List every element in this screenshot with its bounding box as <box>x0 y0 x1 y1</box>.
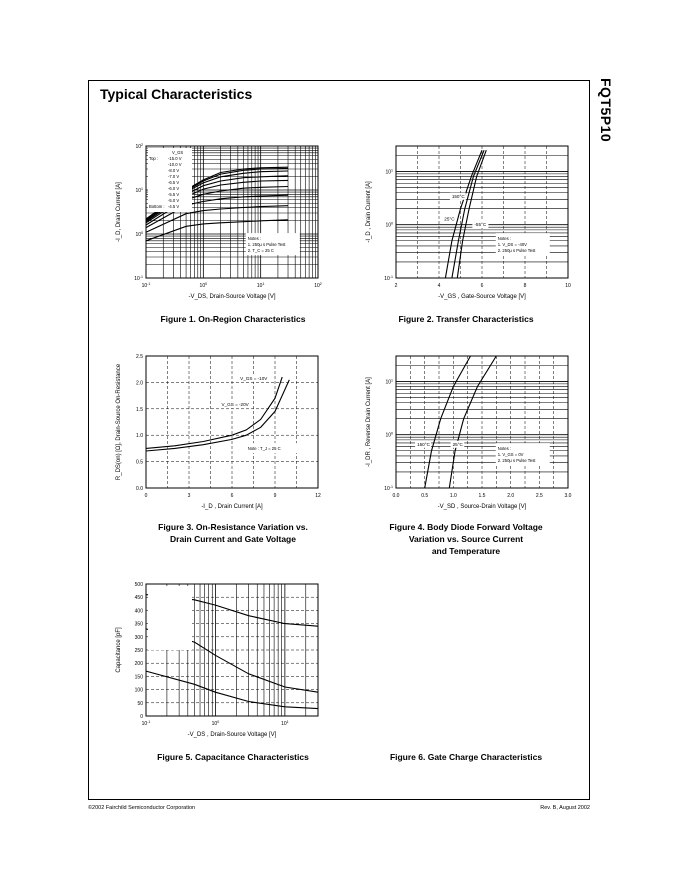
x-tick-label: $10^{-1}$ <box>141 720 151 727</box>
x-tick-label: 10 <box>565 283 571 289</box>
figure-1-caption: Figure 1. On-Region Characteristics <box>160 314 306 324</box>
y-tick-label: 1.0 <box>136 433 143 440</box>
legend-box <box>148 586 192 650</box>
x-tick-label: 1.0 <box>449 493 457 499</box>
figure-3-caption: Figure 3. On-Resistance Variation vs. Drain Current and Gate Voltage <box>158 522 308 544</box>
series-line <box>449 356 496 488</box>
x-tick-label: 0 <box>144 493 148 499</box>
part-number: FQT5P10 <box>598 78 614 143</box>
y-tick-label: $10^{-1}$ <box>384 485 393 492</box>
x-axis-label: -V_SD , Source-Drain Voltage [V] <box>437 504 527 510</box>
legend-item: -6.0 V <box>168 186 180 191</box>
x-tick-label: $10^1$ <box>281 720 289 727</box>
legend-item: -7.0 V <box>168 174 180 179</box>
y-tick-label: 200 <box>134 661 143 668</box>
footer-copyright: ©2002 Fairchild Semiconductor Corporation <box>88 805 196 811</box>
x-tick-label: 0.0 <box>392 493 400 499</box>
figure-5-caption: Figure 5. Capacitance Characteristics <box>157 752 309 762</box>
y-tick-label: 1.5 <box>136 406 143 413</box>
figure-3-chart <box>90 350 340 520</box>
y-tick-label: 0.5 <box>136 459 143 466</box>
x-tick-label: 6 <box>230 493 234 499</box>
y-axis-label: -I_DR , Reverse Drain Current [A] <box>366 377 372 467</box>
figure-4-chart <box>340 350 590 520</box>
x-axis-label: -I_D , Drain Current [A] <box>201 504 263 510</box>
x-tick-label: 0.5 <box>421 493 429 499</box>
x-tick-label: 4 <box>437 283 441 289</box>
curve-annotation: V_GS = -10V <box>240 375 268 381</box>
footer-revision: Rev. B, August 2002 <box>540 805 590 811</box>
curve-annotation: 150°C <box>417 441 430 447</box>
x-axis-label: -V_DS , Drain-Source Voltage [V] <box>187 732 277 738</box>
x-axis-label: -V_DS, Drain-Source Voltage [V] <box>188 294 276 300</box>
y-tick-label: 300 <box>134 634 143 641</box>
x-tick-label: 6 <box>480 283 484 289</box>
note-line: Notes : <box>497 236 512 242</box>
y-axis-label: -I_D, Drain Current [A] <box>116 182 122 242</box>
y-tick-label: 450 <box>134 595 143 602</box>
x-tick-label: 3.0 <box>564 493 572 499</box>
figure-5-chart <box>90 578 340 748</box>
y-tick-label: $10^0$ <box>385 221 393 229</box>
figure-4-caption: Figure 4. Body Diode Forward Voltage Variation vs. Source Current and Temperature <box>389 522 543 556</box>
y-tick-label: $10^1$ <box>135 187 143 194</box>
curve-annotation: V_GS = -20V <box>221 402 249 408</box>
note-line: Note : T_J = 25 C <box>247 446 281 452</box>
figure-6-chart <box>340 578 590 748</box>
note-line: 1. 250μ s Pulse Test <box>247 242 286 248</box>
page-heading: Typical Characteristics <box>100 86 253 102</box>
x-tick-label: 3 <box>187 493 191 499</box>
y-tick-label: 100 <box>134 687 143 694</box>
note-line: 2. T_C = 25 C <box>247 248 274 254</box>
note-line: 1. V_DS = -40V <box>497 242 527 248</box>
y-tick-label: 2.0 <box>136 380 143 387</box>
x-tick-label: 1.5 <box>478 493 486 499</box>
figure-2-caption: Figure 2. Transfer Characteristics <box>398 314 534 324</box>
y-tick-label: 0.0 <box>136 486 143 492</box>
legend-item: -10.0 V <box>168 162 182 167</box>
x-tick-label: 2.0 <box>507 493 515 499</box>
x-tick-label: $10^{-1}$ <box>141 282 151 289</box>
legend-item: -5.5 V <box>168 192 180 197</box>
series-line <box>146 380 289 451</box>
x-tick-label: 12 <box>315 493 321 499</box>
x-tick-label: 9 <box>273 493 277 499</box>
series-line <box>146 377 282 448</box>
legend-item: -15.0 V <box>168 156 182 161</box>
note-line: 2. 250μ s Pulse Test <box>497 248 536 254</box>
legend-top: Top : <box>149 156 159 161</box>
curve-annotation: -55°C <box>474 221 487 227</box>
y-axis-label: R_DS(on) [Ω], Drain-Source On-Resistance <box>116 363 122 481</box>
note-line: 2. 250μ s Pulse Test <box>497 458 536 464</box>
note-line: Notes : <box>247 236 262 242</box>
y-tick-label: 500 <box>134 582 143 588</box>
y-tick-label: 50 <box>137 700 143 707</box>
legend-item: -5.0 V <box>168 198 180 203</box>
y-tick-label: $10^1$ <box>385 168 393 176</box>
note-line: Notes : <box>497 446 512 452</box>
x-tick-label: 2.5 <box>535 493 543 499</box>
y-axis-label: Capacitance [pF] <box>116 627 122 673</box>
x-tick-label: $10^0$ <box>199 282 208 289</box>
curve-annotation: 150°C <box>451 193 465 199</box>
figure-6-caption: Figure 6. Gate Charge Characteristics <box>389 752 543 762</box>
x-axis-label: -V_GS , Gate-Source Voltage [V] <box>438 294 526 300</box>
y-tick-label: 400 <box>134 608 143 615</box>
curve-annotation: 25°C <box>444 216 455 222</box>
y-tick-label: 2.5 <box>136 354 143 360</box>
legend-bottom: Bottom : <box>149 204 165 209</box>
x-tick-label: $10^2$ <box>314 282 322 289</box>
figure-2-chart <box>340 140 590 310</box>
legend-item: -4.5 V <box>168 204 180 209</box>
y-tick-label: $10^0$ <box>135 231 143 238</box>
y-tick-label: $10^1$ <box>385 378 393 386</box>
y-tick-label: $10^0$ <box>385 431 393 439</box>
series-line <box>425 356 471 488</box>
legend-item: -6.5 V <box>168 180 180 185</box>
y-axis-label: -I_D , Drain Current [A] <box>366 181 372 243</box>
x-tick-label: $10^1$ <box>256 282 265 289</box>
y-tick-label: 250 <box>134 648 143 654</box>
y-tick-label: $10^2$ <box>135 143 143 150</box>
y-tick-label: $10^{-1}$ <box>134 275 143 282</box>
curve-annotation: 25°C <box>452 441 463 447</box>
note-line: 1. V_GS = 0V <box>497 452 524 458</box>
legend-item: -8.0 V <box>168 168 180 173</box>
y-tick-label: 150 <box>134 674 143 681</box>
y-tick-label: $10^{-1}$ <box>384 275 393 282</box>
legend-header: V_GS <box>172 150 184 155</box>
y-tick-label: 350 <box>134 621 143 628</box>
figure-1-chart <box>90 140 340 310</box>
x-tick-label: 2 <box>394 283 398 289</box>
y-tick-label: 0 <box>140 714 143 720</box>
x-tick-label: 8 <box>523 283 527 289</box>
x-tick-label: $10^0$ <box>211 720 220 727</box>
